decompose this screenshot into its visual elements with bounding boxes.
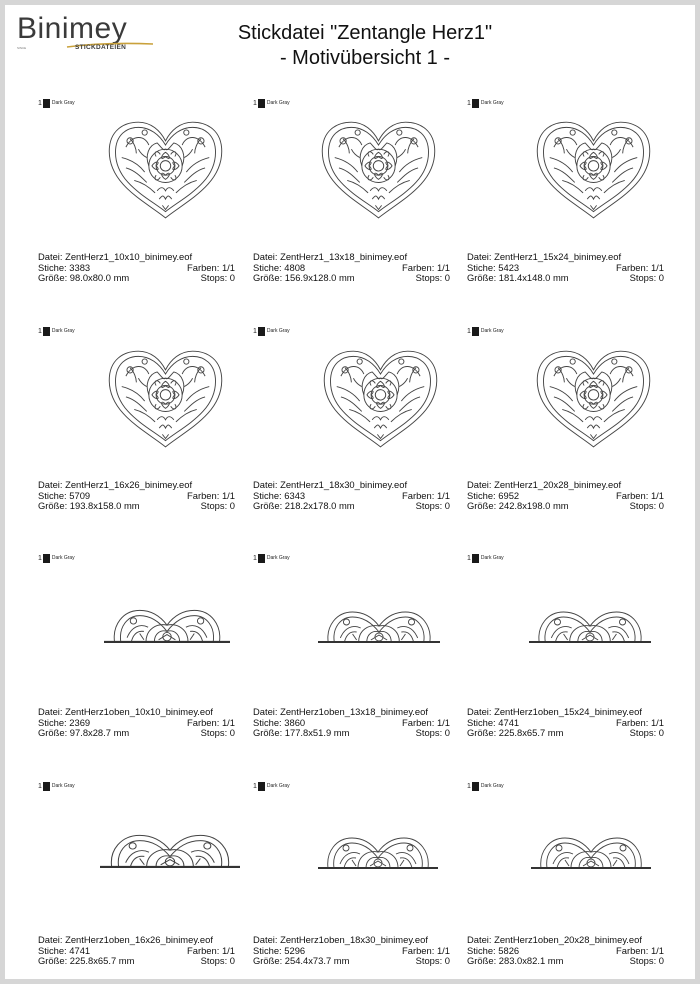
logo-since: SINCE bbox=[17, 46, 27, 50]
thread-number: 1 bbox=[38, 782, 42, 790]
design-size: 254.4x73.7 mm bbox=[284, 955, 350, 967]
stitch-count: 5709 bbox=[69, 489, 91, 501]
heart-motif-icon bbox=[318, 347, 443, 451]
thread-name: Dark Gray bbox=[480, 783, 504, 789]
thread-swatch bbox=[472, 99, 479, 108]
design-size: 242.8x198.0 mm bbox=[498, 500, 569, 512]
design-cell bbox=[253, 325, 453, 525]
design-size: 225.8x65.7 mm bbox=[498, 727, 564, 739]
thread-legend bbox=[467, 325, 504, 337]
design-info: Datei: ZentHerz1_16x26_binimey.eof Stiche: 5709 Farben: 1/1 Größe: 193.8x158.0 mm Stops: 0 bbox=[38, 479, 235, 512]
design-cell bbox=[38, 552, 238, 752]
design-info: Datei: ZentHerz1oben_15x24_binimey.eof Stiche: 4741 Farben: 1/1 Größe: 225.8x65.7 mm Stops: 0 bbox=[467, 706, 664, 739]
color-count: 1/1 bbox=[436, 489, 450, 501]
file-name: ZentHerz1_13x18_binimey.eof bbox=[280, 251, 408, 262]
stitch-count: 5423 bbox=[498, 261, 520, 273]
thread-number: 1 bbox=[38, 554, 42, 562]
file-name: ZentHerz1oben_13x18_binimey.eof bbox=[280, 706, 428, 717]
heart-motif-icon bbox=[531, 118, 656, 222]
file-name: ZentHerz1_20x28_binimey.eof bbox=[494, 479, 622, 490]
page-title bbox=[165, 21, 565, 71]
thread-legend bbox=[253, 97, 290, 109]
stitch-count: 4741 bbox=[69, 944, 91, 956]
brand-logo bbox=[17, 13, 147, 53]
design-cell bbox=[253, 780, 453, 980]
design-info: Datei: ZentHerz1oben_10x10_binimey.eof Stiche: 2369 Farben: 1/1 Größe: 97.8x28.7 mm Stops: 0 bbox=[38, 706, 235, 739]
file-name: ZentHerz1oben_18x30_binimey.eof bbox=[280, 934, 428, 945]
thread-legend bbox=[467, 780, 504, 792]
thread-swatch bbox=[43, 327, 50, 336]
file-name: ZentHerz1oben_20x28_binimey.eof bbox=[494, 934, 642, 945]
thread-legend bbox=[253, 552, 290, 564]
title-line-1: Stickdatei "Zentangle Herz1" bbox=[237, 22, 493, 44]
design-size: 218.2x178.0 mm bbox=[284, 500, 355, 512]
thread-name: Dark Gray bbox=[51, 783, 75, 789]
file-name: ZentHerz1oben_10x10_binimey.eof bbox=[65, 706, 213, 717]
thread-name: Dark Gray bbox=[480, 328, 504, 334]
thread-name: Dark Gray bbox=[266, 783, 290, 789]
design-info: Datei: ZentHerz1_20x28_binimey.eof Stiche: 6952 Farben: 1/1 Größe: 242.8x198.0 mm Stops: 0 bbox=[467, 479, 664, 512]
thread-number: 1 bbox=[253, 99, 257, 107]
heart-top-motif-icon bbox=[104, 602, 230, 644]
thread-number: 1 bbox=[253, 327, 257, 335]
stitch-count: 6952 bbox=[498, 489, 520, 501]
thread-number: 1 bbox=[467, 99, 471, 107]
thread-legend bbox=[38, 552, 75, 564]
design-size: 181.4x148.0 mm bbox=[498, 272, 569, 284]
file-name: ZentHerz1_10x10_binimey.eof bbox=[65, 251, 193, 262]
stop-count: 0 bbox=[658, 955, 664, 967]
stitch-count: 5826 bbox=[498, 944, 520, 956]
color-count: 1/1 bbox=[221, 489, 235, 501]
design-info: Datei: ZentHerz1_13x18_binimey.eof Stiche: 4808 Farben: 1/1 Größe: 156.9x128.0 mm Stops: 0 bbox=[253, 251, 450, 284]
thread-legend bbox=[253, 780, 290, 792]
heart-motif-icon bbox=[103, 347, 228, 451]
thread-name: Dark Gray bbox=[51, 328, 75, 334]
stitch-count: 3860 bbox=[284, 716, 306, 728]
thread-swatch bbox=[472, 554, 479, 563]
file-name: ZentHerz1_15x24_binimey.eof bbox=[494, 251, 622, 262]
color-count: 1/1 bbox=[436, 716, 450, 728]
design-cell bbox=[253, 97, 453, 297]
stitch-count: 4808 bbox=[284, 261, 306, 273]
color-count: 1/1 bbox=[650, 716, 664, 728]
thread-number: 1 bbox=[253, 554, 257, 562]
thread-name: Dark Gray bbox=[266, 555, 290, 561]
design-size: 225.8x65.7 mm bbox=[69, 955, 135, 967]
design-cell bbox=[38, 325, 238, 525]
stop-count: 0 bbox=[229, 500, 235, 512]
thread-legend bbox=[467, 97, 504, 109]
thread-swatch bbox=[43, 782, 50, 791]
stop-count: 0 bbox=[229, 727, 235, 739]
overview-sheet bbox=[5, 5, 695, 979]
file-name: ZentHerz1oben_16x26_binimey.eof bbox=[65, 934, 213, 945]
stop-count: 0 bbox=[658, 727, 664, 739]
design-size: 156.9x128.0 mm bbox=[284, 272, 355, 284]
heart-top-motif-icon bbox=[318, 830, 438, 870]
design-cell bbox=[467, 325, 667, 525]
thread-name: Dark Gray bbox=[266, 328, 290, 334]
stop-count: 0 bbox=[658, 272, 664, 284]
logo-wordmark: Binimey bbox=[17, 12, 128, 45]
design-cell bbox=[467, 780, 667, 980]
stop-count: 0 bbox=[229, 955, 235, 967]
design-cell bbox=[253, 552, 453, 752]
heart-motif-icon bbox=[103, 118, 228, 222]
heart-motif-icon bbox=[531, 347, 656, 451]
design-size: 177.8x51.9 mm bbox=[284, 727, 350, 739]
design-size: 193.8x158.0 mm bbox=[69, 500, 140, 512]
logo-subtitle: STICKDATEIEN bbox=[75, 44, 127, 51]
stop-count: 0 bbox=[444, 727, 450, 739]
design-info: Datei: ZentHerz1oben_20x28_binimey.eof Stiche: 5826 Farben: 1/1 Größe: 283.0x82.1 mm Stops: 0 bbox=[467, 934, 664, 967]
thread-number: 1 bbox=[253, 782, 257, 790]
thread-legend bbox=[38, 325, 75, 337]
color-count: 1/1 bbox=[436, 944, 450, 956]
heart-top-motif-icon bbox=[531, 830, 651, 870]
thread-swatch bbox=[258, 782, 265, 791]
stop-count: 0 bbox=[229, 272, 235, 284]
design-cell bbox=[38, 97, 238, 297]
thread-number: 1 bbox=[467, 782, 471, 790]
thread-swatch bbox=[472, 782, 479, 791]
title-line-2: - Motivübersicht 1 - bbox=[279, 47, 451, 69]
thread-swatch bbox=[43, 554, 50, 563]
design-size: 283.0x82.1 mm bbox=[498, 955, 564, 967]
color-count: 1/1 bbox=[650, 261, 664, 273]
thread-swatch bbox=[472, 327, 479, 336]
color-count: 1/1 bbox=[650, 489, 664, 501]
thread-legend bbox=[38, 780, 75, 792]
stitch-count: 2369 bbox=[69, 716, 91, 728]
design-size: 97.8x28.7 mm bbox=[69, 727, 130, 739]
thread-swatch bbox=[43, 99, 50, 108]
stitch-count: 4741 bbox=[498, 716, 520, 728]
thread-number: 1 bbox=[38, 327, 42, 335]
thread-number: 1 bbox=[467, 554, 471, 562]
thread-legend bbox=[38, 97, 75, 109]
design-info: Datei: ZentHerz1_15x24_binimey.eof Stiche: 5423 Farben: 1/1 Größe: 181.4x148.0 mm Stops: 0 bbox=[467, 251, 664, 284]
heart-top-motif-icon bbox=[318, 604, 440, 644]
stop-count: 0 bbox=[444, 955, 450, 967]
design-info: Datei: ZentHerz1_18x30_binimey.eof Stiche: 6343 Farben: 1/1 Größe: 218.2x178.0 mm Stops: 0 bbox=[253, 479, 450, 512]
stitch-count: 6343 bbox=[284, 489, 306, 501]
thread-number: 1 bbox=[467, 327, 471, 335]
thread-name: Dark Gray bbox=[51, 555, 75, 561]
stop-count: 0 bbox=[658, 500, 664, 512]
color-count: 1/1 bbox=[221, 716, 235, 728]
design-info: Datei: ZentHerz1oben_13x18_binimey.eof Stiche: 3860 Farben: 1/1 Größe: 177.8x51.9 mm Stops: 0 bbox=[253, 706, 450, 739]
thread-legend bbox=[253, 325, 290, 337]
design-info: Datei: ZentHerz1oben_18x30_binimey.eof Stiche: 5296 Farben: 1/1 Größe: 254.4x73.7 mm Stops: 0 bbox=[253, 934, 450, 967]
stitch-count: 5296 bbox=[284, 944, 306, 956]
thread-legend bbox=[467, 552, 504, 564]
thread-name: Dark Gray bbox=[480, 100, 504, 106]
color-count: 1/1 bbox=[436, 261, 450, 273]
color-count: 1/1 bbox=[650, 944, 664, 956]
design-size: 98.0x80.0 mm bbox=[69, 272, 130, 284]
design-info: Datei: ZentHerz1_10x10_binimey.eof Stiche: 3383 Farben: 1/1 Größe: 98.0x80.0 mm Stops: 0 bbox=[38, 251, 235, 284]
stop-count: 0 bbox=[444, 272, 450, 284]
design-info: Datei: ZentHerz1oben_16x26_binimey.eof Stiche: 4741 Farben: 1/1 Größe: 225.8x65.7 mm Stops: 0 bbox=[38, 934, 235, 967]
file-name: ZentHerz1_16x26_binimey.eof bbox=[65, 479, 193, 490]
stitch-count: 3383 bbox=[69, 261, 91, 273]
design-cell bbox=[467, 97, 667, 297]
color-count: 1/1 bbox=[221, 261, 235, 273]
heart-top-motif-icon bbox=[529, 604, 651, 644]
file-name: ZentHerz1_18x30_binimey.eof bbox=[280, 479, 408, 490]
design-cell bbox=[38, 780, 238, 980]
heart-motif-icon bbox=[316, 118, 441, 222]
thread-swatch bbox=[258, 554, 265, 563]
thread-name: Dark Gray bbox=[480, 555, 504, 561]
stop-count: 0 bbox=[444, 500, 450, 512]
thread-swatch bbox=[258, 99, 265, 108]
thread-name: Dark Gray bbox=[51, 100, 75, 106]
heart-top-motif-icon bbox=[100, 827, 240, 869]
thread-swatch bbox=[258, 327, 265, 336]
design-cell bbox=[467, 552, 667, 752]
color-count: 1/1 bbox=[221, 944, 235, 956]
file-name: ZentHerz1oben_15x24_binimey.eof bbox=[494, 706, 642, 717]
thread-name: Dark Gray bbox=[266, 100, 290, 106]
thread-number: 1 bbox=[38, 99, 42, 107]
